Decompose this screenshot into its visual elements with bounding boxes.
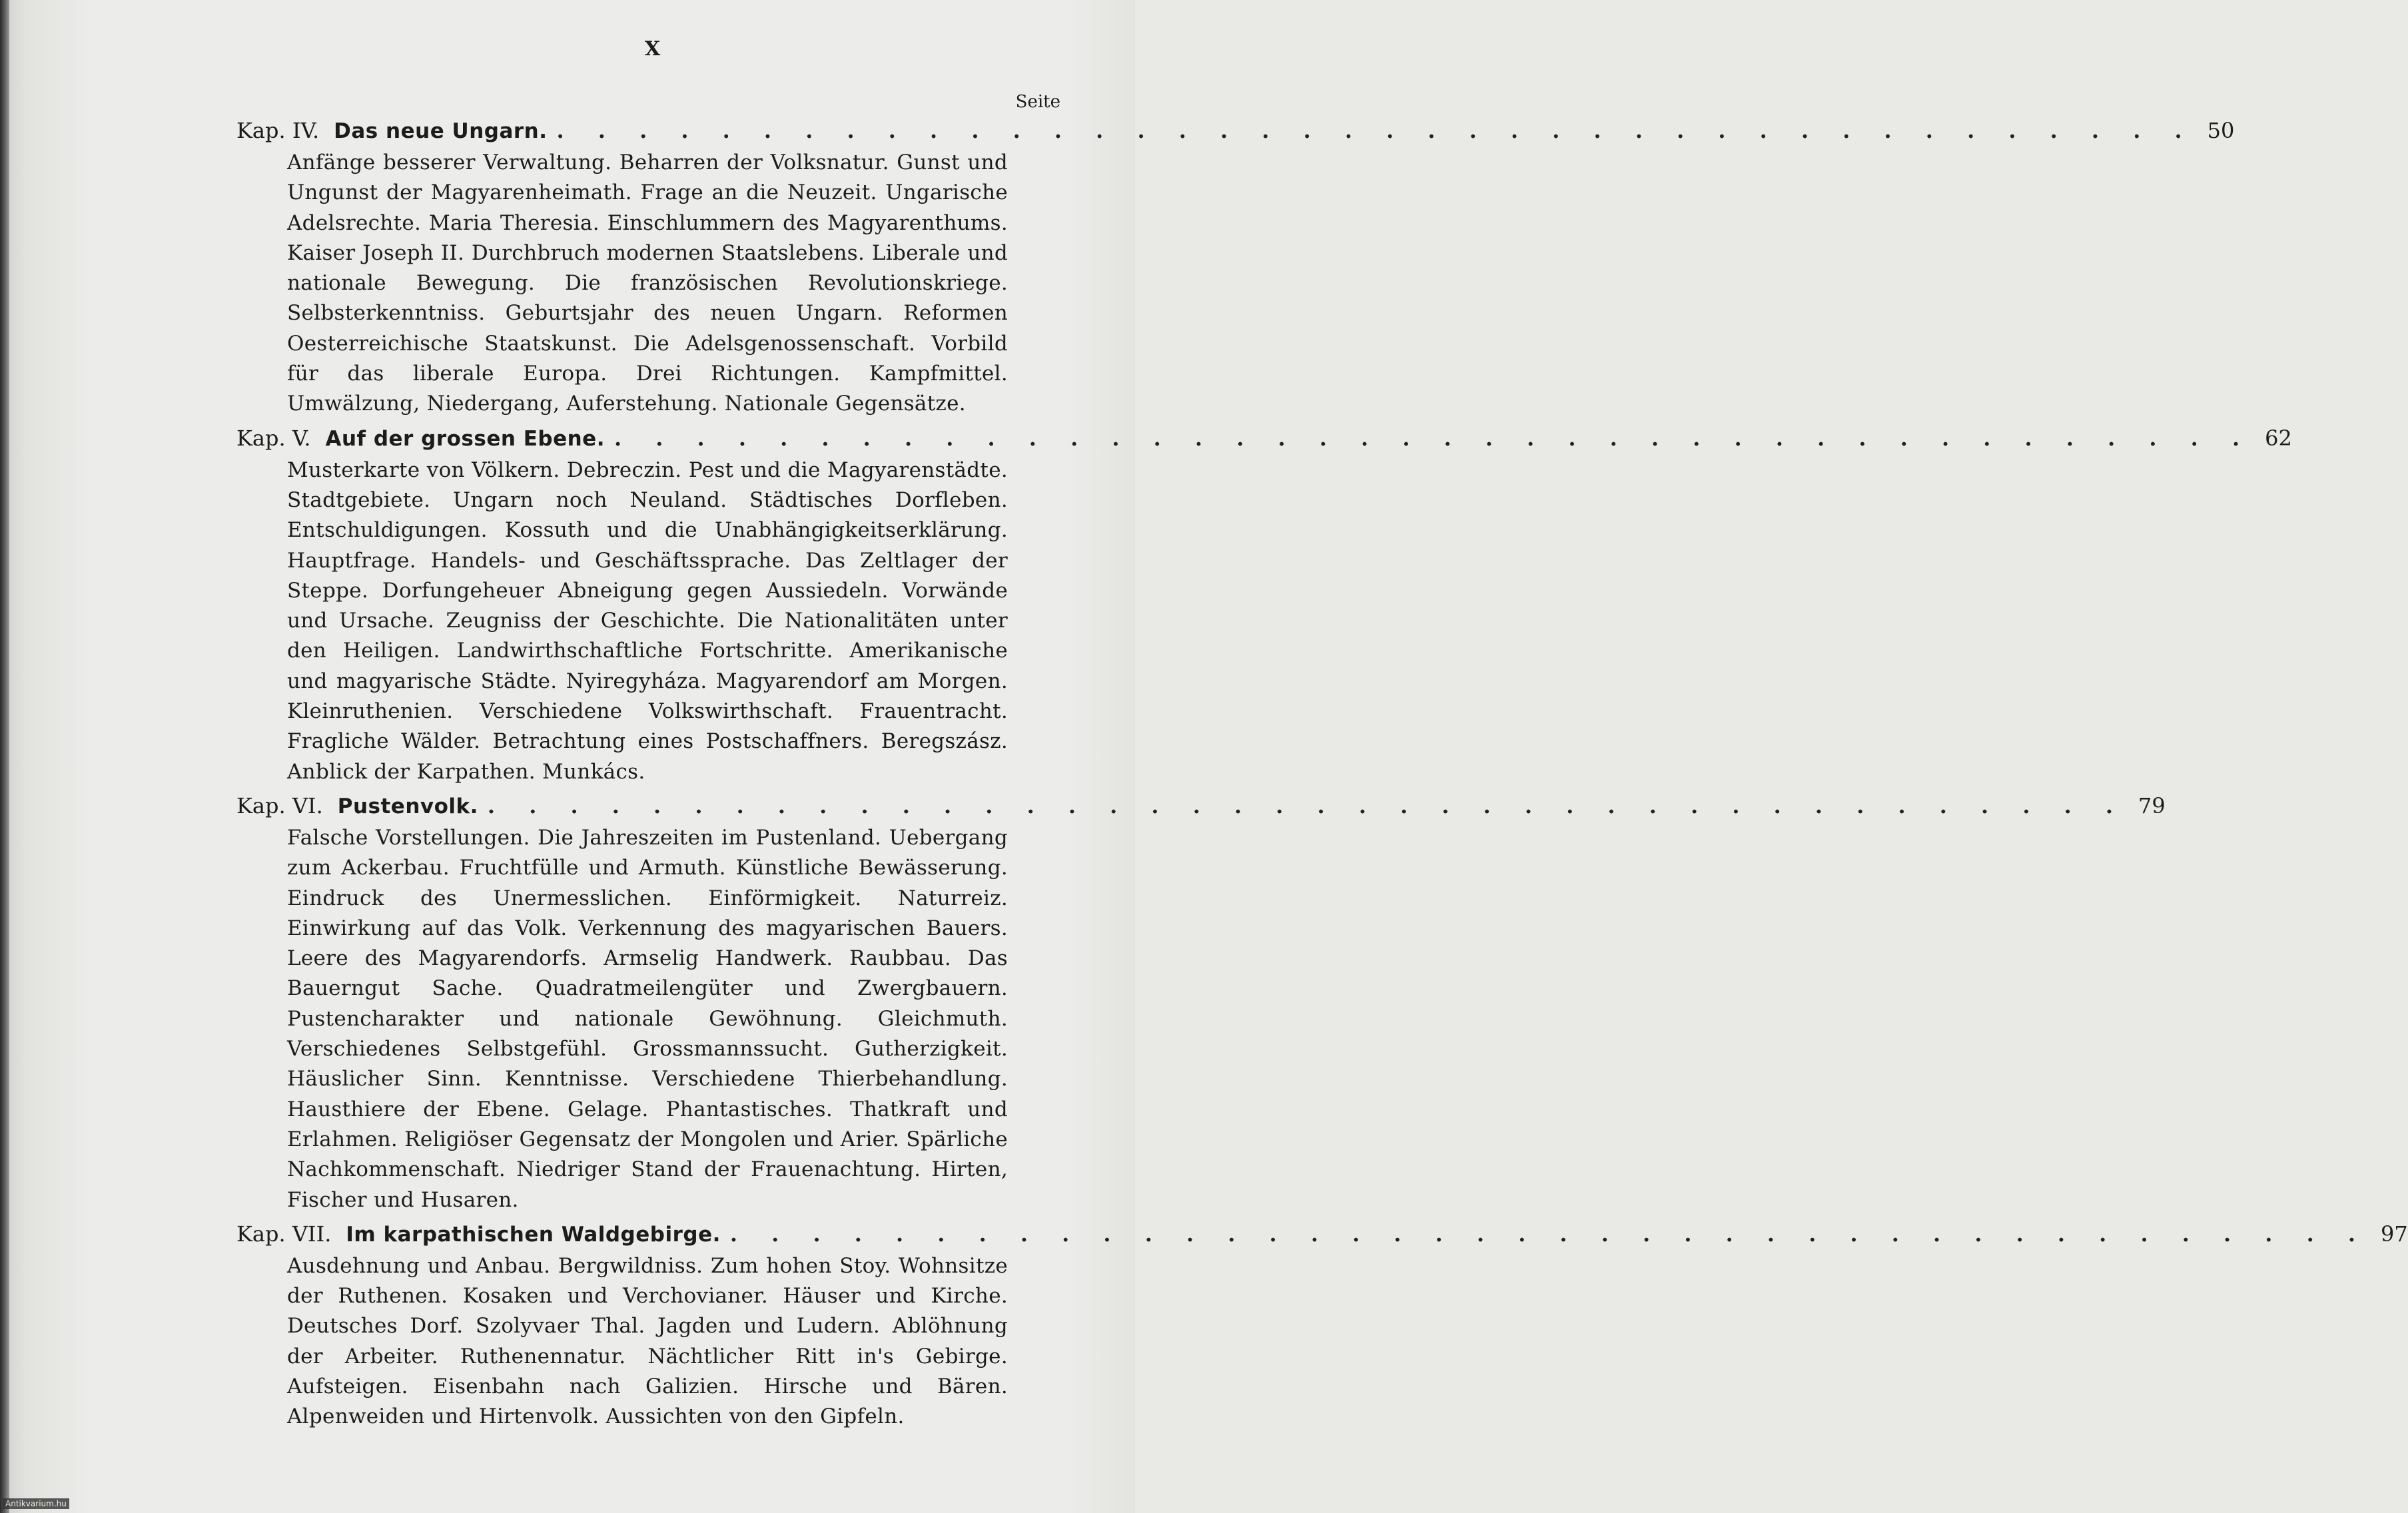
page-binding-edge xyxy=(0,0,9,1513)
chapter-description: Ausdehnung und Anbau. Bergwildniss. Zum hohen Stoy. Wohnsitze der Ruthenen. Kosaken und Verchovianer. Häuser und Kirche. Deutsches Dorf. Szolyvaer Thal. Jagden und Ludern. Ablöhnung der Arbeiter. Ruthenennatur. Nächtlicher Ritt in's Gebirge. Aufsteigen. Eisenbahn nach Galizien. Hirsche und Bären. Alpenweiden und Hirtenvolk. Aussichten von den Gipfeln. xyxy=(287,1253,1008,1429)
chapter-entry-iv xyxy=(236,113,2235,420)
chapter-entry-vi xyxy=(236,788,2166,1215)
chapter-heading xyxy=(236,113,2235,148)
chapter-entry-vii xyxy=(236,1217,2408,1432)
chapter-heading xyxy=(236,788,2166,823)
table-of-contents xyxy=(236,113,2408,1432)
seite-column-label: Seite xyxy=(1015,92,1060,112)
dot-leader: . . . . . . . . . . . . . . . . . . . . . . . . . . . . . . . . . . . . . . . . xyxy=(729,1221,2369,1247)
chapter-page-number: 97 xyxy=(2380,1221,2408,1247)
chapter-number: Kap. VI. xyxy=(236,792,323,818)
chapter-description: Anfänge besserer Verwaltung. Beharren der Volksnatur. Gunst und Ungunst der Magyarenheimath. Frage an die Neuzeit. Ungarische Adelsrechte. Maria Theresia. Einschlummern des Magyarenthums. Kaiser Joseph II. Durchbruch modernen Staatslebens. Liberale und nationale Bewegung. Die französischen Revolutionskriege. Selbsterkenntniss. Geburtsjahr des neuen Ungarn. Reformen Oesterreichische Staatskunst. Die Adelsgenossenschaft. Vorbild für das liberale Europa. Drei Richtungen. Kampfmittel. Umwälzung, Niedergang, Auferstehung. Nationale Gegensätze. xyxy=(287,151,1008,416)
chapter-heading xyxy=(236,421,2292,455)
chapter-entry-v xyxy=(236,421,2292,787)
dot-leader: . . . . . . . . . . . . . . . . . . . . . . . . . . . . . . . . . . . . . . . . xyxy=(613,425,2253,451)
chapter-page-number: 79 xyxy=(2138,792,2166,818)
chapter-title: Im karpathischen Waldgebirge. xyxy=(346,1222,721,1247)
dot-leader: . . . . . . . . . . . . . . . . . . . . . . . . . . . . . . . . . . . . . . . . xyxy=(487,792,2127,818)
chapter-number: Kap. IV. xyxy=(236,118,320,143)
dot-leader: . . . . . . . . . . . . . . . . . . . . . . . . . . . . . . . . . . . . . . . . xyxy=(556,118,2196,143)
chapter-description: Falsche Vorstellungen. Die Jahreszeiten im Pustenland. Uebergang zum Ackerbau. Fruchtfülle und Armuth. Künstliche Bewässerung. Eindruck des Unermesslichen. Einförmigkeit. Naturreiz. Einwirkung auf das Volk. Verkennung des magyarischen Bauers. Leere des Magyarendorfs. Armselig Handwerk. Raubbau. Das Bauerngut Sache. Quadratmeilengüter und Zwergbauern. Pustencharakter und nationale Gewöhnung. Gleichmuth. Verschiedenes Selbstgefühl. Grossmannssucht. Gutherzigkeit. Häuslicher Sinn. Kenntnisse. Verschiedene Thierbehandlung. Hausthiere der Ebene. Gelage. Phantastisches. Thatkraft und Erlahmen. Religiöser Gegensatz der Mongolen und Arier. Spärliche Nachkommenschaft. Niedriger Stand der Frauenachtung. Hirten, Fischer und Husaren. xyxy=(287,825,1008,1212)
chapter-heading xyxy=(236,1217,2408,1251)
chapter-title: Auf der grossen Ebene. xyxy=(325,426,605,451)
chapter-title: Pustenvolk. xyxy=(337,794,478,818)
page-number: X xyxy=(644,37,661,61)
chapter-page-number: 62 xyxy=(2265,425,2292,451)
chapter-title: Das neue Ungarn. xyxy=(334,119,548,143)
chapter-page-number: 50 xyxy=(2207,118,2235,143)
chapter-number: Kap. VII. xyxy=(236,1221,332,1247)
chapter-description: Musterkarte von Völkern. Debreczin. Pest und die Magyarenstädte. Stadtgebiete. Ungarn noch Neuland. Städtisches Dorfleben. Entschuldigungen. Kossuth und die Unabhängigkeitserklärung. Hauptfrage. Handels- und Geschäftssprache. Das Zeltlager der Steppe. Dorfungeheuer Abneigung gegen Aussiedeln. Vorwände und Ursache. Zeugniss der Geschichte. Die Nationalitäten unter den Heiligen. Landwirthschaftliche Fortschritte. Amerikanische und magyarische Städte. Nyiregyháza. Magyarendorf am Morgen. Kleinruthenien. Verschiedene Volkswirthschaft. Frauentracht. Fragliche Wälder. Betrachtung eines Postschaffners. Beregszász. Anblick der Karpathen. Munkács. xyxy=(287,457,1008,784)
chapter-number: Kap. V. xyxy=(236,425,311,451)
watermark-label: Antikvarium.hu xyxy=(3,1498,69,1509)
